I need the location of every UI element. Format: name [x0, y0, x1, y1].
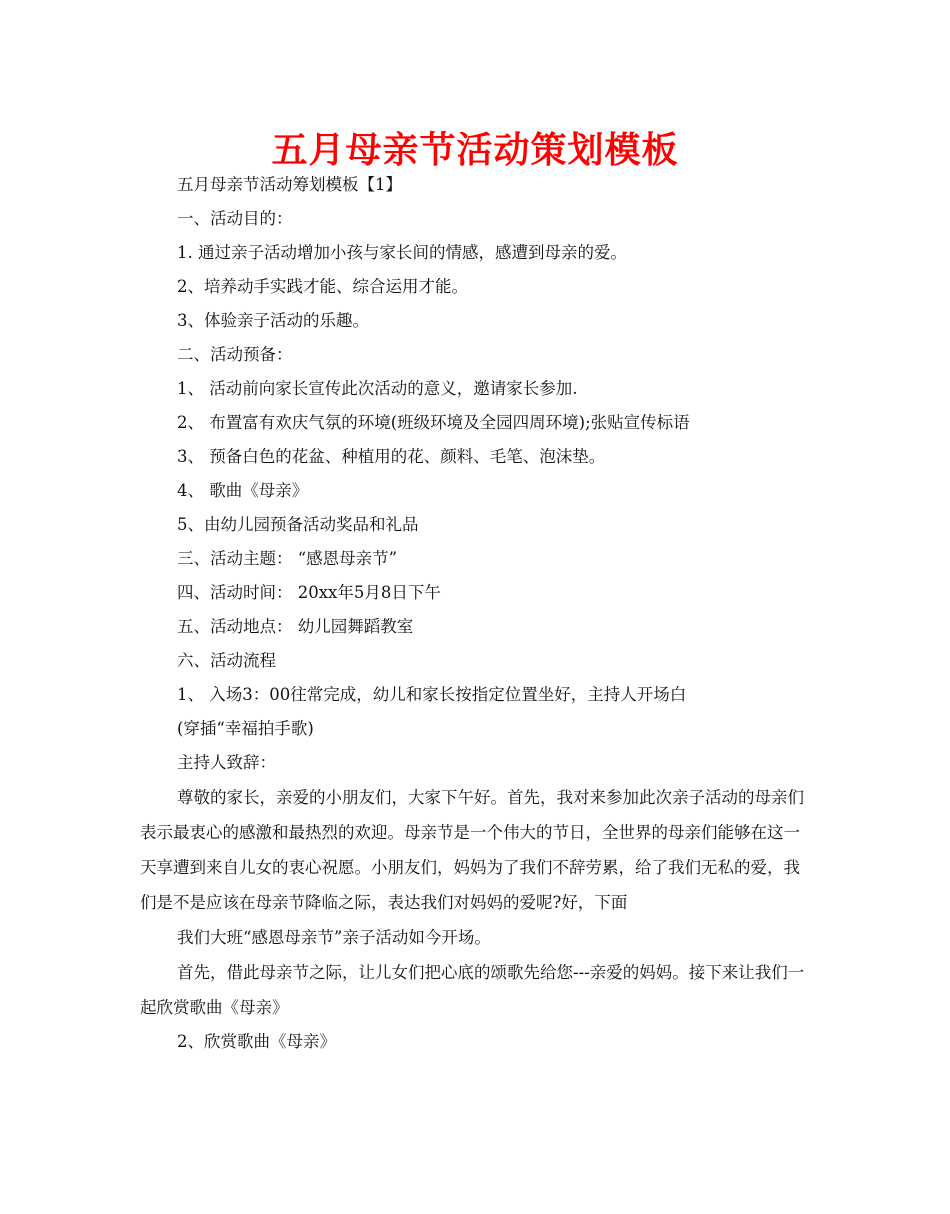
list-item: 5、由幼儿园预备活动奖品和礼品: [177, 515, 419, 534]
document-title: 五月母亲节活动策划模板: [271, 130, 679, 171]
section-heading-purpose: 一、活动目的：: [177, 209, 293, 228]
list-item: 4、 歌曲《母亲》: [177, 481, 309, 500]
section-heading-process: 六、活动流程: [177, 651, 276, 670]
speech-paragraph: 首先，借此母亲节之际，让儿女们把心底的颂歌先给您---亲爱的妈妈。接下来让我们一起欣赏歌曲《母亲》: [140, 963, 805, 1017]
list-item: 3、体验亲子活动的乐趣。: [177, 311, 369, 330]
list-item: 1、 活动前向家长宣传此次活动的意义，邀请家长参加.: [177, 379, 578, 398]
speech-paragraph: 我们大班“感恩母亲节”亲子活动如今开场。: [177, 928, 491, 947]
note-line: (穿插“幸福拍手歌): [177, 719, 314, 738]
document-body: [140, 168, 812, 1059]
list-item: 2、欣赏歌曲《母亲》: [177, 1032, 336, 1051]
list-item: 2、培养动手实践才能、综合运用才能。: [177, 277, 468, 296]
host-speech-heading: 主持人致辞：: [177, 753, 276, 772]
subtitle-line: 五月母亲节活动筹划模板【1】: [177, 175, 402, 194]
list-item: 3、 预备白色的花盆、种植用的花、颜料、毛笔、泡沫垫。: [177, 447, 606, 466]
list-item: 1、 入场3：00往常完成，幼儿和家长按指定位置坐好，主持人开场白: [177, 685, 687, 704]
speech-paragraph: 尊敬的家长，亲爱的小朋友们，大家下午好。首先，我对来参加此次亲子活动的母亲们表示最衷心的感激和最热烈的欢迎。母亲节是一个伟大的节日，全世界的母亲们能够在这一天享遭到来自儿女的衷心祝愿。小朋友们，妈妈为了我们不辞劳累，给了我们无私的爱，我们是不是应该在母亲节降临之际，表达我们对妈妈的爱呢?好，下面: [140, 788, 804, 912]
section-heading-location: 五、活动地点： 幼儿园舞蹈教室: [177, 617, 414, 636]
list-item: 1. 通过亲子活动增加小孩与家长间的情感，感遭到母亲的爱。: [177, 243, 627, 262]
section-heading-theme: 三、活动主题： “感恩母亲节”: [177, 549, 398, 568]
section-heading-preparation: 二、活动预备：: [177, 345, 293, 364]
section-heading-time: 四、活动时间： 20xx年5月8日下午: [177, 583, 441, 602]
list-item: 2、 布置富有欢庆气氛的环境(班级环境及全园四周环境);张贴宣传标语: [177, 413, 690, 432]
